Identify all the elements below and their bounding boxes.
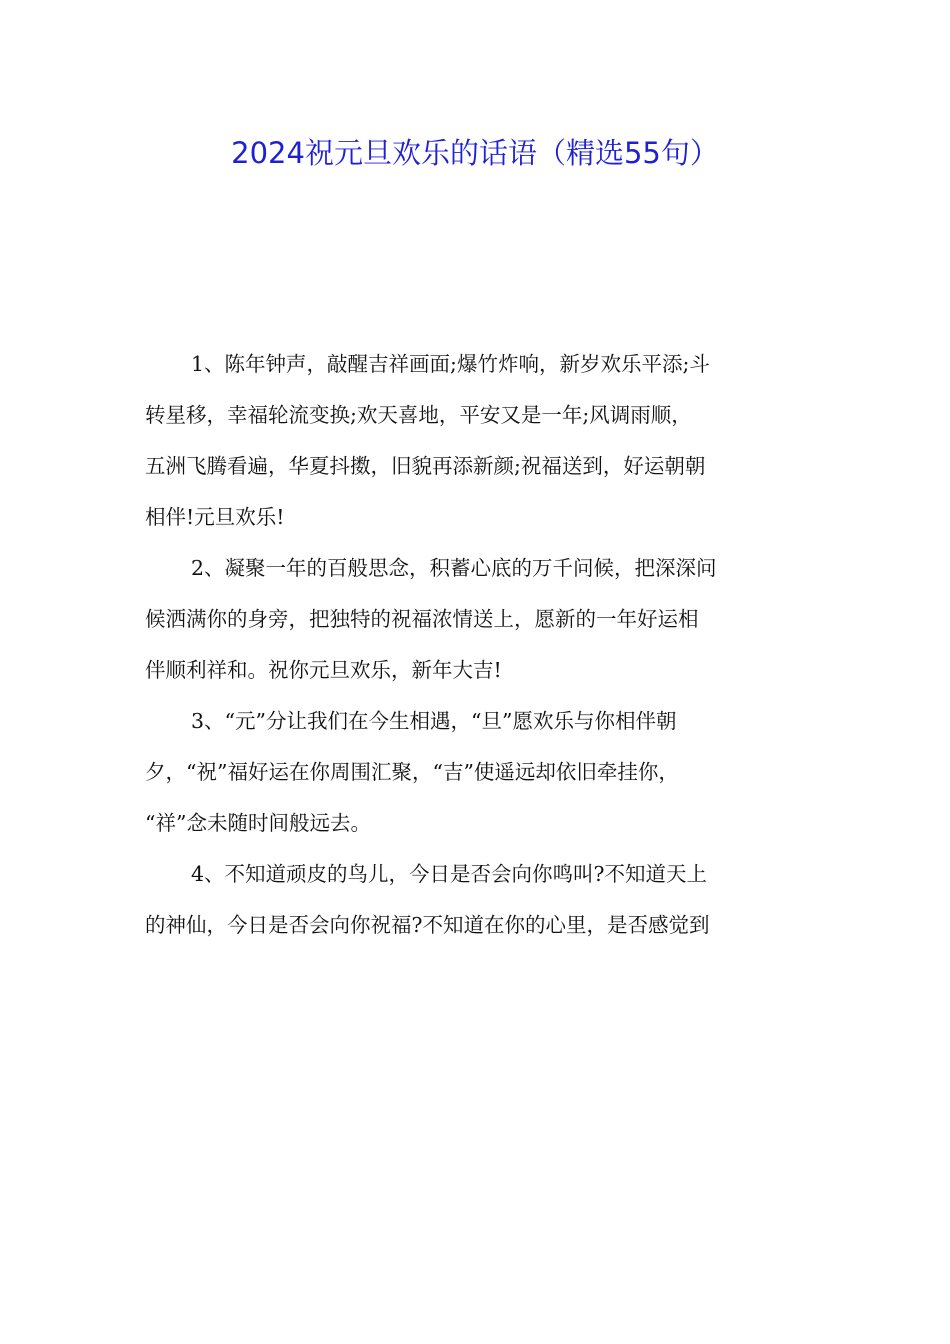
paragraph-3: [145, 697, 817, 847]
paragraph-2: [145, 544, 817, 694]
paragraph-line: 1、陈年钟声，敲醒吉祥画面;爆竹炸响，新岁欢乐平添;斗: [191, 352, 710, 376]
paragraph-line: 2、凝聚一年的百般思念，积蓄心底的万千问候，把深深问: [191, 556, 717, 580]
paragraph-line: 的神仙，今日是否会向你祝福?不知道在你的心里，是否感觉到: [145, 913, 710, 937]
paragraph-line: 五洲飞腾看遍，华夏抖擞，旧貌再添新颜;祝福送到，好运朝朝: [145, 454, 706, 478]
paragraph-line: 相伴!元旦欢乐!: [145, 505, 285, 529]
paragraph-line: 3、“元”分让我们在今生相遇，“旦”愿欢乐与你相伴朝: [191, 709, 677, 733]
paragraph-1: [145, 340, 817, 541]
paragraph-line: 伴顺利祥和。祝你元旦欢乐，新年大吉!: [145, 658, 502, 682]
document-body: [145, 340, 817, 952]
document-title: 2024祝元旦欢乐的话语（精选55句）: [231, 136, 719, 170]
paragraph-line: “祥”念未随时间般远去。: [145, 811, 371, 835]
paragraph-line: 转星移，幸福轮流变换;欢天喜地，平安又是一年;风调雨顺，: [145, 403, 692, 427]
paragraph-4: [145, 850, 817, 949]
paragraph-line: 候洒满你的身旁，把独特的祝福浓情送上，愿新的一年好运相: [145, 607, 699, 631]
paragraph-line: 夕，“祝”福好运在你周围汇聚，“吉”使遥远却依旧牵挂你，: [145, 760, 679, 784]
paragraph-line: 4、不知道顽皮的鸟儿，今日是否会向你鸣叫?不知道天上: [191, 862, 708, 886]
